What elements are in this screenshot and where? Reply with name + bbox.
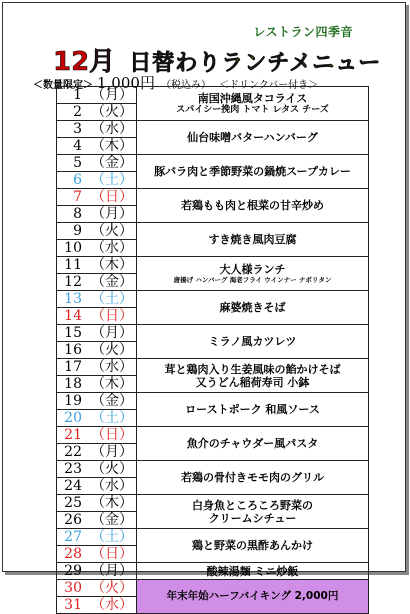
weekday: （火） bbox=[91, 580, 133, 596]
day-cell-sunday bbox=[57, 308, 137, 325]
day-cell bbox=[57, 206, 137, 223]
menu-item-name: 白身魚ところころ野菜の bbox=[192, 498, 313, 512]
menu-item-name: 麻婆焼きそば bbox=[219, 301, 286, 314]
menu-table bbox=[56, 86, 369, 614]
day-cell bbox=[57, 376, 137, 393]
menu-item-name: ローストポーク 和風ソース bbox=[185, 403, 320, 416]
day-number: 13 bbox=[64, 291, 82, 307]
day-number: 26 bbox=[64, 512, 82, 528]
day-number: 4 bbox=[73, 138, 82, 154]
menu-item bbox=[137, 189, 369, 223]
day-cell-saturday bbox=[57, 529, 137, 546]
menu-item bbox=[137, 393, 369, 427]
tax-label: （税込み） bbox=[160, 80, 211, 91]
weekday: （月） bbox=[91, 444, 133, 460]
day-number: 27 bbox=[64, 529, 82, 545]
weekday: （火） bbox=[91, 104, 133, 120]
day-number: 20 bbox=[64, 410, 82, 426]
weekday: （土） bbox=[91, 291, 133, 307]
day-number: 28 bbox=[64, 546, 82, 562]
menu-item-name: 茸と鶏肉入り生姜風味の餡かけそば bbox=[164, 362, 341, 376]
day-number: 29 bbox=[64, 563, 82, 579]
limited-quantity-label: ＜数量限定＞ bbox=[33, 80, 93, 91]
day-cell-saturday bbox=[57, 291, 137, 308]
restaurant-name: レストラン四季音 bbox=[253, 25, 353, 39]
day-number: 22 bbox=[64, 444, 82, 460]
day-cell bbox=[57, 478, 137, 495]
day-number: 8 bbox=[73, 206, 82, 222]
day-cell bbox=[57, 274, 137, 291]
day-number: 31 bbox=[64, 597, 82, 613]
day-number: 23 bbox=[64, 461, 82, 477]
menu-item-name: 南国沖縄風タコライス bbox=[197, 91, 308, 105]
day-cell bbox=[57, 512, 137, 529]
menu-item bbox=[137, 563, 369, 580]
day-cell bbox=[57, 563, 137, 580]
weekday: （木） bbox=[91, 376, 133, 392]
menu-item-detail: クリームシチュー bbox=[208, 511, 297, 525]
day-cell bbox=[57, 461, 137, 478]
weekday: （月） bbox=[91, 87, 133, 103]
weekday: （日） bbox=[91, 189, 133, 205]
menu-item-detail: 唐揚げ ハンバーグ 海老フライ ウインナー ナポリタン bbox=[173, 275, 332, 284]
weekday: （月） bbox=[91, 206, 133, 222]
day-number: 21 bbox=[64, 427, 82, 443]
weekday: （月） bbox=[91, 325, 133, 341]
price-label: 1,000円 bbox=[97, 74, 155, 92]
day-cell bbox=[57, 359, 137, 376]
day-number: 11 bbox=[64, 257, 82, 273]
menu-item bbox=[137, 359, 369, 393]
day-number: 3 bbox=[73, 121, 82, 137]
menu-item-detail: 又うどん稲荷寿司 小鉢 bbox=[195, 375, 310, 389]
menu-item-name: ミラノ風カツレツ bbox=[208, 335, 297, 348]
day-cell bbox=[57, 495, 137, 512]
weekday: （土） bbox=[91, 410, 133, 426]
day-number: 2 bbox=[73, 104, 82, 120]
menu-title: 日替わりランチメニュー bbox=[129, 51, 382, 76]
day-number: 25 bbox=[64, 495, 82, 511]
weekday: （火） bbox=[91, 461, 133, 477]
page-title bbox=[53, 41, 382, 77]
menu-item-name: 若鶏の骨付きモモ肉のグリル bbox=[181, 471, 324, 484]
day-cell bbox=[57, 87, 137, 104]
menu-item-name: 酸辣湯麺 ミニ炒飯 bbox=[206, 564, 299, 578]
weekday: （水） bbox=[91, 478, 133, 494]
day-number: 14 bbox=[64, 308, 82, 324]
day-number: 16 bbox=[64, 342, 82, 358]
weekday: （金） bbox=[91, 393, 133, 409]
day-number: 17 bbox=[64, 359, 82, 375]
menu-item-name: 年末年始ハーフバイキング 2,000円 bbox=[166, 590, 339, 602]
menu-item bbox=[137, 325, 369, 359]
day-cell bbox=[57, 121, 137, 138]
weekday: （木） bbox=[91, 257, 133, 273]
weekday: （火） bbox=[91, 342, 133, 358]
day-cell bbox=[57, 104, 137, 121]
menu-item bbox=[137, 427, 369, 461]
day-number: 30 bbox=[64, 580, 82, 596]
weekday: （水） bbox=[91, 240, 133, 256]
weekday: （水） bbox=[91, 121, 133, 137]
weekday: （土） bbox=[91, 172, 133, 188]
menu-item-detail: スパイシー挽肉 トマト レタス チーズ bbox=[176, 104, 329, 115]
menu-item-name: 鶏と野菜の黒酢あんかけ bbox=[192, 539, 313, 552]
day-number: 18 bbox=[64, 376, 82, 392]
weekday: （木） bbox=[91, 495, 133, 511]
day-number: 24 bbox=[64, 478, 82, 494]
day-cell bbox=[57, 342, 137, 359]
menu-item-name: 魚介のチャウダー風パスタ bbox=[186, 437, 319, 450]
weekday: （土） bbox=[91, 529, 133, 545]
day-number: 7 bbox=[73, 189, 82, 205]
day-cell-sunday bbox=[57, 546, 137, 563]
menu-item-name: 豚バラ肉と季節野菜の鍋焼スープカレー bbox=[154, 165, 351, 178]
menu-item bbox=[137, 155, 369, 189]
day-cell-holiday bbox=[57, 580, 137, 597]
menu-item-name: 仙台味噌バターハンバーグ bbox=[187, 131, 318, 144]
day-cell-sunday bbox=[57, 189, 137, 206]
weekday: （日） bbox=[91, 427, 133, 443]
weekday: （水） bbox=[91, 597, 133, 613]
day-cell-sunday bbox=[57, 427, 137, 444]
weekday: （水） bbox=[91, 359, 133, 375]
day-number: 6 bbox=[73, 172, 82, 188]
day-cell bbox=[57, 393, 137, 410]
menu-item-name: 大人様ランチ bbox=[219, 262, 286, 276]
drink-bar-label: ＜ドリンクバー付き＞ bbox=[218, 80, 319, 91]
month-label: 12月 bbox=[53, 47, 116, 77]
day-cell-saturday bbox=[57, 172, 137, 189]
day-cell bbox=[57, 444, 137, 461]
menu-item-name: 若鶏もも肉と根菜の甘辛炒め bbox=[181, 199, 324, 212]
weekday: （金） bbox=[91, 155, 133, 171]
day-number: 1 bbox=[73, 87, 82, 103]
day-number: 9 bbox=[73, 223, 82, 239]
day-cell-saturday bbox=[57, 410, 137, 427]
weekday: （金） bbox=[91, 274, 133, 290]
menu-item bbox=[137, 291, 369, 325]
menu-item-name: すき焼き風肉豆腐 bbox=[208, 233, 297, 246]
day-cell bbox=[57, 257, 137, 274]
day-cell bbox=[57, 240, 137, 257]
menu-item bbox=[137, 529, 369, 563]
day-cell bbox=[57, 138, 137, 155]
menu-item bbox=[137, 223, 369, 257]
day-number: 15 bbox=[64, 325, 82, 341]
menu-item bbox=[137, 121, 369, 155]
weekday: （火） bbox=[91, 223, 133, 239]
day-cell-holiday bbox=[57, 597, 137, 614]
weekday: （日） bbox=[91, 308, 133, 324]
weekday: （日） bbox=[91, 546, 133, 562]
menu-item bbox=[137, 257, 369, 291]
weekday: （木） bbox=[91, 138, 133, 154]
menu-item bbox=[137, 87, 369, 121]
weekday: （金） bbox=[91, 512, 133, 528]
menu-item bbox=[137, 495, 369, 529]
day-cell bbox=[57, 325, 137, 342]
day-number: 10 bbox=[64, 240, 82, 256]
day-number: 5 bbox=[73, 155, 82, 171]
day-cell bbox=[57, 155, 137, 172]
menu-item bbox=[137, 461, 369, 495]
weekday: （月） bbox=[91, 563, 133, 579]
day-cell bbox=[57, 223, 137, 240]
day-number: 19 bbox=[64, 393, 82, 409]
special-menu-item bbox=[137, 580, 369, 614]
day-number: 12 bbox=[64, 274, 82, 290]
